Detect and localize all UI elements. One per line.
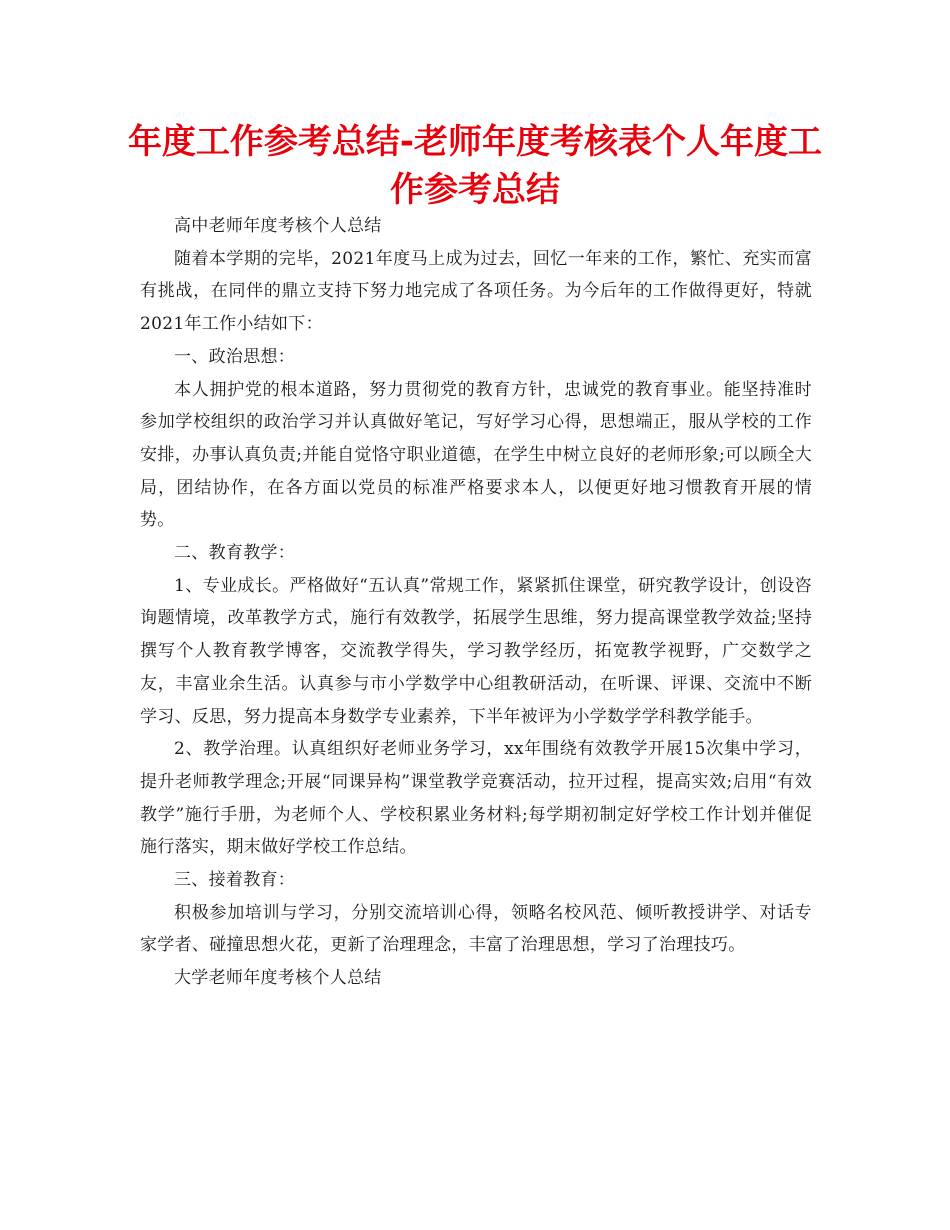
document-title: 年度工作参考总结-老师年度考核表个人年度工作参考总结 [127, 122, 823, 210]
teaching-management-paragraph: 2、教学治理。认真组织好老师业务学习，xx年围绕有效教学开展15次集中学习，提升老师教学理念;开展“同课异构”课堂教学竞赛活动，拉开过程，提高实效;启用“有效教学”施行手册，为老师个人、学校积累业务材料;每学期初制定好学校工作计划并催促施行落实，期末做好学校工作总结。 [140, 739, 812, 858]
continuing-education-paragraph: 积极参加培训与学习，分别交流培训心得，领略名校风范、倾听教授讲学、对话专家学者、碰撞思想火花，更新了治理理念，丰富了治理思想，学习了治理技巧。 [140, 902, 812, 956]
section-heading-continuing-education: 三、接着教育： [174, 870, 296, 891]
politics-paragraph: 本人拥护党的根本道路，努力贯彻党的教育方针，忠诚党的教育事业。能坚持准时参加学校组织的政治学习并认真做好笔记，写好学习心得，思想端正，服从学校的工作安排，办事认真负责;并能自觉恪守职业道德，在学生中树立良好的老师形象;可以顾全大局，团结协作，在各方面以党员的标准严格要求本人，以便更好地习惯教育开展的情势。 [140, 379, 812, 531]
section-heading-high-school: 高中老师年度考核个人总结 [174, 216, 382, 236]
document-body [140, 210, 812, 995]
section-heading-university: 大学老师年度考核个人总结 [174, 968, 382, 989]
intro-paragraph: 随着本学期的完毕，2021年度马上成为过去，回忆一年来的工作，繁忙、充实而富有挑战，在同伴的鼎立支持下努力地完成了各项任务。为今后年的工作做得更好，特就2021年工作小结如下： [140, 248, 812, 335]
professional-growth-paragraph: 1、专业成长。严格做好“五认真”常规工作，紧紧抓住课堂，研究教学设计，创设咨询题情境，改革教学方式，施行有效教学，拓展学生思维，努力提高课堂教学效益;坚持撰写个人教育教学博客，交流教学得失，学习教学经历，拓宽教学视野，广交数学之友，丰富业余生活。认真参与市小学数学中心组教研活动，在听课、评课、交流中不断学习、反思，努力提高本身数学专业素养，下半年被评为小学数学学科教学能手。 [140, 575, 812, 727]
section-heading-teaching: 二、教育教学： [174, 543, 296, 564]
section-heading-politics: 一、政治思想： [174, 346, 296, 367]
